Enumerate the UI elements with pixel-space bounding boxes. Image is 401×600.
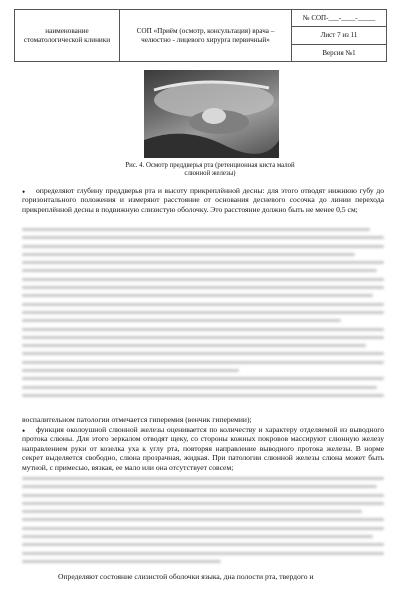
- blurred-text-block-1: [22, 228, 384, 402]
- paragraph-vestibule-depth: определяют глубину преддверья рта и высоту прикреплённой десны: для этого отводят нижнюю губу до горизонтального положения и измеряют расстояние от основания десневого сосочка до линии перехода прикреплённой десны в подвижную слизистую оболочку. Это расстояние должно быть не менее 0,5 см;: [22, 186, 384, 214]
- version-number: Версия №1: [322, 48, 356, 57]
- paragraph-parotid-function: функция околоушной слюнной железы оценивается по количеству и характеру отделяемой из выводного протока слюны. Для этого зеркалом отводят щеку, со стороны кожных покровов массируют слюнную железу направлением руки от козелка уха к углу рта, повторяя направление выводного протока железы. В норме секрет выделяется свободно, слюна прозрачная, жидкая. При патологии слюнной железы слюна может быть мутной, с примесью, вязкая, ее мало или она отсутствует совсем;: [22, 425, 384, 472]
- sop-meta-cell: [292, 10, 386, 61]
- bullet-mark: •: [22, 426, 26, 436]
- bullet-mark: •: [22, 187, 26, 197]
- blurred-text-block-2: [22, 477, 384, 568]
- paragraph-inflammation: воспалительном патологии отмечается гиперемия (венчик гиперемии);: [22, 415, 252, 424]
- clinic-name-cell: наименование стоматологической клиники: [15, 10, 120, 61]
- oral-vestibule-photo: [144, 70, 279, 158]
- paragraph-mucosa-exam: Определяют состояние слизистой оболочки языка, дна полости рта, твердого и: [58, 572, 314, 581]
- document-header-table: [14, 9, 387, 62]
- figure-caption: Рис. 4. Осмотр преддверья рта (ретенционная киста малой слюнной железы): [125, 162, 295, 177]
- sop-title-cell: СОП «Приём (осмотр, консультация) врача – челюстно - лицевого хирурга первичный»: [120, 10, 292, 61]
- sop-number: № СОП-___-____-_____: [292, 10, 386, 27]
- sheet-number: Лист 7 из 11: [292, 27, 386, 44]
